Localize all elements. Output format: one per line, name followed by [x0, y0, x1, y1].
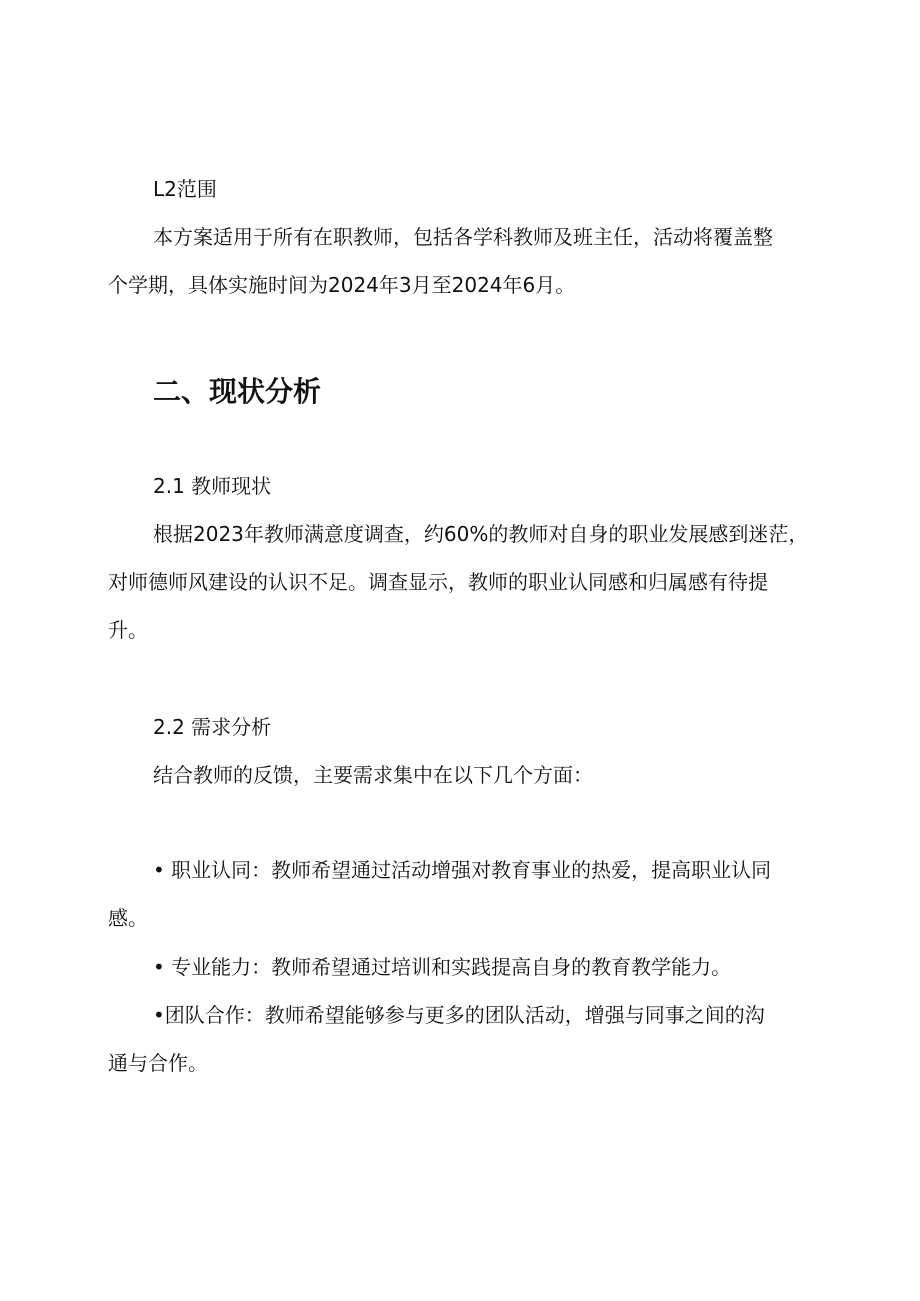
- list-item-career-identity-line-1: • 职业认同：教师希望通过活动增强对教育事业的热爱，提高职业认同: [153, 858, 772, 882]
- teacher-status-paragraph-line-1: 根据2023年教师满意度调查，约60%的教师对自身的职业发展感到迷茫，: [153, 522, 809, 546]
- list-item-teamwork-line-1: •团队合作：教师希望能够参与更多的团队活动，增强与同事之间的沟: [153, 1003, 765, 1027]
- scope-paragraph-line-2: 个学期，具体实施时间为2024年3月至2024年6月。: [108, 273, 576, 297]
- teacher-status-paragraph-line-2: 对师德师风建设的认识不足。调查显示，教师的职业认同感和归属感有待提: [108, 570, 768, 594]
- list-item-teamwork-line-2: 通与合作。: [108, 1051, 208, 1075]
- teacher-status-paragraph-line-3: 升。: [108, 618, 148, 642]
- needs-intro: 结合教师的反馈，主要需求集中在以下几个方面：: [153, 763, 593, 787]
- subsection-heading-teacher-status: 2.1 教师现状: [153, 474, 272, 498]
- section-heading-scope: L2范围: [153, 177, 217, 201]
- list-item-career-identity-line-2: 感。: [108, 906, 148, 930]
- scope-paragraph-line-1: 本方案适用于所有在职教师，包括各学科教师及班主任，活动将覆盖整: [153, 225, 773, 249]
- list-item-professional-ability: • 专业能力：教师希望通过培训和实践提高自身的教育教学能力。: [153, 955, 732, 979]
- subsection-heading-needs-analysis: 2.2 需求分析: [153, 715, 272, 739]
- section-heading-status-analysis: 二、现状分析: [153, 375, 322, 408]
